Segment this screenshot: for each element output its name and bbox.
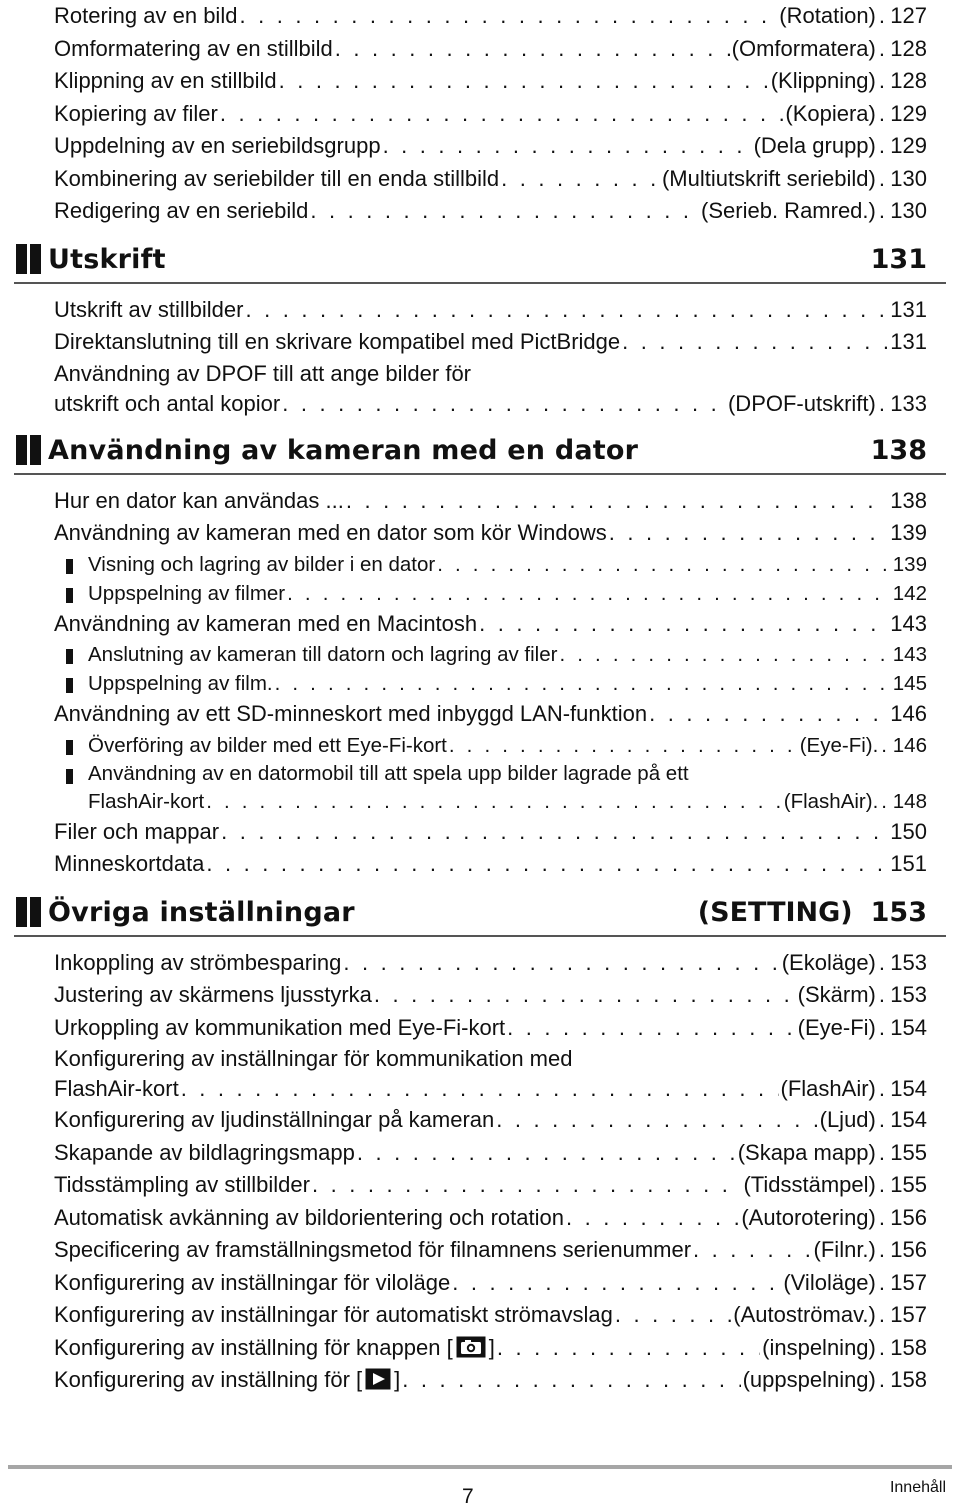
entry-label: Inkoppling av strömbesparing [54,949,342,975]
section-heading-computer[interactable] [0,425,960,475]
entry-page: 146 [890,701,927,726]
dot-leader [357,1137,736,1170]
dot-leader [452,1267,781,1300]
toc-entry[interactable]: Konfigurering av inställning för knappen [ ] . . . (inspelning) . 158 [0,1332,960,1365]
bullet-marker [66,769,73,784]
entry-label: Skapande av bildlagringsmapp [54,1139,355,1165]
toc-entry[interactable] [0,517,960,550]
toc-entry[interactable]: Specificering av framställningsmetod för filnamnens serienummer . . . (Filnr.) . 156 [0,1234,960,1267]
entry-label: Kombinering av seriebilder till en enda stillbild [54,165,500,191]
toc-subentry[interactable] [0,550,960,579]
entry-label: Urkoppling av kommunikation med Eye-Fi-kort [54,1014,506,1040]
toc-subentry[interactable] [0,640,960,669]
entry-label: Användning av kameran med en Macintosh [54,610,478,636]
section-title: Utskrift [48,243,166,275]
entry-ref: (Klippning) [770,68,876,93]
entry-ref: (Skärm) [797,982,876,1007]
dot-leader [507,1012,795,1045]
entry-label: Visning och lagring av bilder i en dator [88,552,436,576]
entry-page: 128 [890,68,927,93]
toc-entry[interactable]: Omformatering av en stillbild . . . (Omformatera) . 128 [0,33,960,66]
entry-page: 154 [890,1107,927,1132]
entry-ref: (Tidsstämpel) [743,1172,876,1197]
toc-entry[interactable]: Rotering av en bild . . . (Rotation) . 127 [0,0,960,33]
entry-page: 153 [890,982,927,1007]
dot-leader [615,1299,731,1332]
dot-leader [287,579,889,608]
entry-page: 128 [890,35,927,61]
entry-page: 139 [890,520,927,545]
toc-entry[interactable]: Konfigurering av inställningar för automatiskt strömavslag . . . (Autoströmav.) . 157 [0,1299,960,1332]
footer-rule [8,1465,952,1469]
toc-entry[interactable] [0,485,960,518]
entry-ref: (Filnr.) [813,1237,876,1262]
toc-entry[interactable]: Konfigurering av inställningar för kommunikation med FlashAir-kort . . . (FlashAir) . 154 [0,1044,960,1104]
entry-page: 131 [890,329,927,354]
section-page: 153 [870,896,927,928]
entry-label: Konfigurering av inställningar för automatiskt strömavslag [54,1302,613,1327]
entry-label-line1: Konfigurering av inställningar för kommunikation med [54,1046,573,1071]
dot-leader [221,816,887,849]
entry-label-end: ] [394,1367,401,1392]
section-marker-icon [16,435,42,465]
entry-ref: (Serieb. Ramred.) [701,198,876,223]
entry-ref: (Autoströmav.) [733,1302,876,1327]
toc-subentry[interactable] [0,579,960,608]
entry-page: 148 [892,789,927,813]
dot-leader [275,669,889,698]
page-number: 7 [462,1485,474,1508]
camera-icon [456,1336,486,1358]
entry-label: FlashAir-kort [88,789,205,813]
entry-page: 156 [890,1237,927,1262]
dot-leader [312,1169,741,1202]
entry-label: Användning av kameran med en dator som kör Windows [54,520,607,545]
entry-label-line1: Användning av DPOF till att ange bilder för [54,360,472,386]
toc-subentry[interactable] [0,669,960,698]
entry-ref: (FlashAir). [783,789,879,813]
entry-ref: (DPOF-utskrift) [727,390,876,416]
play-icon [365,1368,391,1390]
entry-page: 154 [890,1014,927,1040]
toc-entry[interactable] [0,326,960,359]
section-heading-print[interactable] [0,234,960,284]
entry-page: 142 [892,581,927,605]
toc-entry[interactable]: Användning av DPOF till att ange bilder för utskrift och antal kopior . . . (DPOF-utskrift) . 133 [0,359,960,419]
dot-leader [501,163,660,196]
dot-leader [402,1364,740,1397]
section-rule [14,473,946,475]
entry-ref: (Multiutskrift seriebild) [661,165,876,191]
entry-label: Hur en dator kan användas ... [54,487,344,513]
entry-page: 157 [890,1269,927,1295]
toc-subentry[interactable]: Användning av en datormobil till att spela upp bilder lagrade på ett FlashAir-kort . . . (FlashAir). . 148 [0,760,960,816]
dot-leader [383,130,752,163]
toc-entry[interactable] [0,608,960,641]
entry-label: Omformatering av en stillbild [54,35,333,61]
entry-page: 133 [890,390,927,416]
section-title: Övriga inställningar [48,896,355,928]
entry-label: Anslutning av kameran till datorn och lagring av filer [88,643,558,666]
section-marker-icon [16,897,42,927]
entry-ref: (inspelning) [762,1334,876,1360]
entry-label: Direktanslutning till en skrivare kompatibel med PictBridge [54,329,621,354]
entry-label: Redigering av en seriebild [54,198,309,223]
entry-label: Kopiering av filer [54,100,218,126]
dot-leader [181,1074,779,1104]
dot-leader [206,787,782,816]
entry-page: 146 [892,733,927,757]
entry-page: 129 [890,133,927,158]
entry-page: 138 [890,487,927,513]
toc-entry[interactable]: Kopiering av filer . . . (Kopiera) . 129 [0,98,960,131]
entry-ref: (FlashAir) [780,1076,876,1101]
entry-ref: (Skapa mapp) [737,1139,876,1165]
section-marker-icon [16,244,42,274]
dot-leader [220,98,784,131]
toc-entry[interactable]: Justering av skärmens ljusstyrka . . . (Skärm) . 153 [0,979,960,1012]
dot-leader [282,389,726,419]
dot-leader [343,947,779,980]
entry-label: Konfigurering av ljudinställningar på kameran [54,1107,495,1132]
entry-label: Uppspelning av filmer [88,581,286,605]
entry-page: 158 [890,1367,927,1392]
dot-leader [609,517,887,550]
entry-ref: (Autorotering) [741,1204,876,1230]
entry-label: Användning av ett SD-minneskort med inbyggd LAN-funktion [54,701,648,726]
dot-leader [693,1234,812,1267]
entry-page: 154 [890,1076,927,1101]
entry-label: utskrift och antal kopior [54,390,281,416]
entry-page: 155 [890,1172,927,1197]
entry-page: 156 [890,1204,927,1230]
toc-entry[interactable]: Redigering av en seriebild . . . (Serieb. Ramred.) . 130 [0,195,960,228]
entry-ref: (Eye-Fi). [799,733,879,757]
toc-entry[interactable]: Automatisk avkänning av bildorientering och rotation . . . (Autorotering) . 156 [0,1202,960,1235]
entry-label: Justering av skärmens ljusstyrka [54,982,372,1007]
dot-leader [335,33,730,66]
entry-label: Konfigurering av inställning för knappen [ [54,1334,453,1360]
entry-page: 151 [890,851,927,876]
section-page: 131 [870,243,927,275]
entry-ref: (Dela grupp) [753,133,876,158]
section-rule [14,935,946,937]
toc-entry[interactable]: Uppdelning av en seriebildsgrupp . . . (Dela grupp) . 129 [0,130,960,163]
entry-page: 157 [890,1302,927,1327]
dot-leader [346,485,887,518]
entry-label: Uppdelning av en seriebildsgrupp [54,133,381,158]
bullet-marker [66,559,73,574]
dot-leader [559,640,889,669]
bullet-marker [66,740,73,755]
bullet-marker [66,649,73,664]
section-tag: (SETTING) [697,896,853,928]
dot-leader [449,731,798,760]
entry-page: 143 [892,643,927,666]
entry-page: 127 [890,3,927,28]
entry-page: 150 [890,818,927,844]
entry-page: 130 [890,165,927,191]
toc-entry[interactable]: Inkoppling av strömbesparing . . . (Ekoläge) . 153 [0,947,960,980]
entry-label: FlashAir-kort [54,1076,179,1101]
entry-ref: (Eye-Fi) [797,1014,876,1040]
dot-leader [496,1104,817,1137]
entry-label: Klippning av en stillbild [54,68,277,93]
entry-label: Uppspelning av film. [88,672,273,695]
dot-leader [279,65,769,98]
entry-page: 131 [890,296,927,322]
entry-label: Rotering av en bild [54,3,238,28]
toc-entry[interactable]: Konfigurering av inställningar för viloläge . . . (Viloläge) . 157 [0,1267,960,1300]
toc-entry[interactable] [0,294,960,327]
entry-label: Utskrift av stillbilder [54,296,244,322]
bullet-marker [66,588,73,603]
entry-label: Specificering av framställningsmetod för filnamnens serienummer [54,1237,692,1262]
dot-leader [310,195,699,228]
entry-page: 155 [890,1139,927,1165]
entry-ref: (uppspelning) [742,1367,876,1392]
toc-entry[interactable] [0,816,960,849]
dot-leader [649,698,887,731]
section-title: Användning av kameran med en dator [48,434,639,466]
footer-contents-link[interactable]: Innehåll [889,1479,946,1496]
toc-entry[interactable] [0,698,960,731]
entry-label-end: ] [488,1334,495,1360]
entry-ref: (Viloläge) [783,1269,876,1295]
toc-entry[interactable]: Klippning av en stillbild . . . (Klippning) . 128 [0,65,960,98]
entry-label: Minneskortdata [54,851,205,876]
dot-leader [566,1202,739,1235]
entry-label: Filer och mappar [54,818,220,844]
toc-entry[interactable]: Skapande av bildlagringsmapp . . . (Skapa mapp) . 155 [0,1137,960,1170]
dot-leader [374,979,796,1012]
entry-page: 145 [892,672,927,695]
dot-leader [245,294,887,327]
entry-label: Konfigurering av inställning för [ [54,1367,363,1392]
entry-label: Tidsstämpling av stillbilder [54,1172,310,1197]
toc-entry[interactable]: Urkoppling av kommunikation med Eye-Fi-kort . . . (Eye-Fi) . 154 [0,1012,960,1045]
toc-entry[interactable]: Konfigurering av ljudinställningar på kameran . . . (Ljud) . 154 [0,1104,960,1137]
entry-ref: (Ljud) [819,1107,876,1132]
entry-label: Konfigurering av inställningar för viloläge [54,1269,451,1295]
entry-label-line1: Användning av en datormobil till att spela upp bilder lagrade på ett [88,761,689,785]
dot-leader [622,326,887,359]
entry-label: Automatisk avkänning av bildorientering och rotation [54,1204,564,1230]
entry-ref: (Rotation) [779,3,876,28]
section-page: 138 [870,434,927,466]
section-heading-settings[interactable] [0,887,960,937]
dot-leader [206,848,887,881]
dot-leader [239,0,777,33]
entry-ref: (Kopiera) [785,100,876,126]
entry-ref: (Omformatera) [731,35,876,61]
toc-entry[interactable]: Konfigurering av inställning för [ ] . . . (uppspelning) . 158 [0,1364,960,1397]
toc-entry[interactable]: Tidsstämpling av stillbilder . . . (Tidsstämpel) . 155 [0,1169,960,1202]
dot-leader [497,1332,760,1365]
entry-page: 129 [890,100,927,126]
entry-page: 139 [892,552,927,576]
dot-leader [479,608,887,641]
section-rule [14,282,946,284]
entry-label: Överföring av bilder med ett Eye-Fi-kort [88,733,447,757]
entry-page: 130 [890,198,927,223]
toc-entry[interactable] [0,848,960,881]
entry-ref: (Ekoläge) [781,949,876,975]
entry-page: 153 [890,949,927,975]
entry-page: 158 [890,1334,927,1360]
dot-leader [437,550,889,579]
toc-subentry[interactable]: Överföring av bilder med ett Eye-Fi-kort . . . (Eye-Fi). . 146 [0,731,960,760]
toc-entry[interactable]: Kombinering av seriebilder till en enda stillbild . . . (Multiutskrift seriebild) . 130 [0,163,960,196]
entry-page: 143 [890,610,927,636]
bullet-marker [66,678,73,693]
